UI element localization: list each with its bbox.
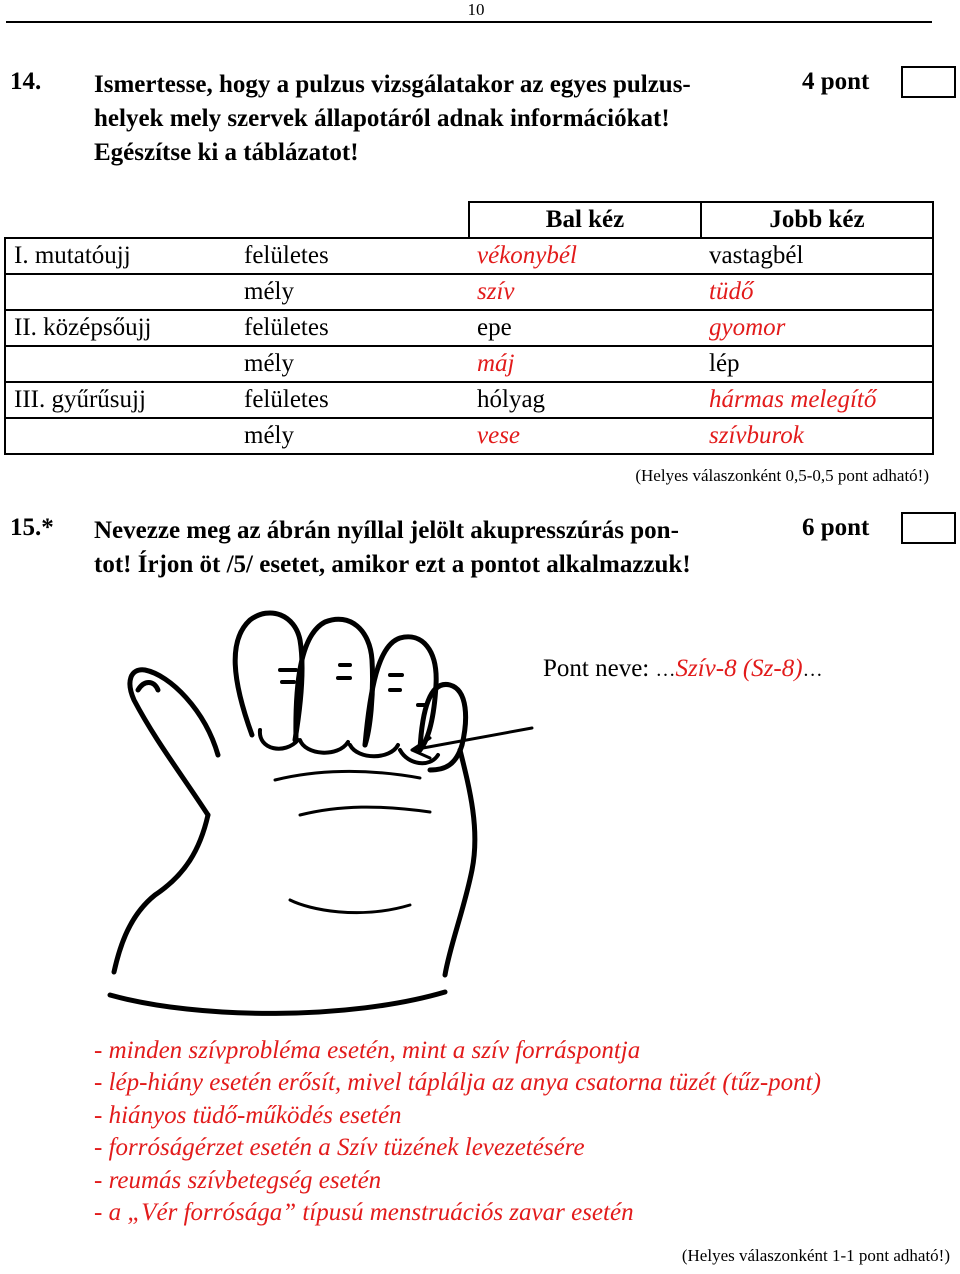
depth-cell: felületes xyxy=(236,382,469,418)
table-row xyxy=(5,274,933,310)
wrist-line xyxy=(110,992,445,1013)
table-header-row xyxy=(5,202,933,238)
depth-cell: mély xyxy=(236,346,469,382)
list-item: - reumás szívbetegség esetén xyxy=(94,1166,382,1194)
table-row xyxy=(5,346,933,382)
table-row xyxy=(5,310,933,346)
thumb-outline xyxy=(130,670,218,815)
q14-score-box[interactable] xyxy=(901,66,956,98)
finger-cell xyxy=(5,274,236,310)
point-name-label: Pont neve: xyxy=(543,655,656,682)
index-finger xyxy=(235,613,302,740)
q15-text-line: tot! Írjon öt /5/ esetet, amikor ezt a pontot alkalmazzuk! xyxy=(94,551,691,578)
left-hand-cell: epe xyxy=(469,310,701,346)
list-item: - minden szívprobléma esetén, mint a szív forráspontja xyxy=(94,1037,641,1064)
q14-text-line: helyek mely szervek állapotáról adnak információkat! xyxy=(94,105,670,132)
left-hand-cell: vékonybél xyxy=(469,238,701,274)
depth-cell: mély xyxy=(236,274,469,310)
palm-left-edge xyxy=(114,815,208,972)
point-name-dots-right: … xyxy=(802,659,823,681)
header-rule xyxy=(6,21,932,23)
q14-text-line: Egészítse ki a táblázatot! xyxy=(94,139,359,166)
q15-score-box[interactable] xyxy=(901,512,956,544)
list-item: - lép-hiány esetén erősít, mivel táplálja az anya csatorna tüzét (tűz-pont) xyxy=(94,1069,821,1097)
header-right-hand: Jobb kéz xyxy=(701,202,933,238)
palm-right-edge xyxy=(445,750,475,975)
fingertips xyxy=(260,730,438,763)
right-hand-cell: tüdő xyxy=(701,274,933,310)
right-hand-cell: szívburok xyxy=(701,418,933,454)
q14-scoring-note: (Helyes válaszonként 0,5-0,5 pont adható!) xyxy=(635,466,929,485)
list-item: - a „Vér forrósága” típusú menstruációs zavar esetén xyxy=(94,1199,634,1227)
thumbnail xyxy=(138,683,158,691)
pulse-table xyxy=(4,201,934,455)
finger-cell xyxy=(5,346,236,382)
point-name xyxy=(543,655,823,683)
point-name-dots-left: … xyxy=(655,659,676,681)
finger-cell: III. gyűrűsujj xyxy=(5,382,236,418)
right-hand-cell: vastagbél xyxy=(701,238,933,274)
right-hand-cell: gyomor xyxy=(701,310,933,346)
depth-cell: felületes xyxy=(236,310,469,346)
list-item: - forróságérzet esetén a Szív tüzének levezetésére xyxy=(94,1134,585,1162)
q15-text xyxy=(94,514,691,582)
page-number: 10 xyxy=(467,0,485,19)
palm-creases xyxy=(275,771,430,912)
point-name-answer: Szív-8 (Sz-8) xyxy=(675,655,803,682)
middle-finger xyxy=(296,619,373,745)
q15-scoring-note: (Helyes válaszonként 1-1 pont adható!) xyxy=(681,1246,950,1265)
q15-points: 6 pont xyxy=(802,514,870,541)
table-row xyxy=(5,418,933,454)
right-hand-cell: hármas melegítő xyxy=(701,382,933,418)
q15-text-line: Nevezze meg az ábrán nyíllal jelölt akupresszúrás pon- xyxy=(94,517,679,544)
finger-cell: I. mutatóujj xyxy=(5,238,236,274)
q15-uses-list xyxy=(94,1035,821,1229)
right-hand-cell: lép xyxy=(701,346,933,382)
finger-cell: II. középsőujj xyxy=(5,310,236,346)
q14-text xyxy=(94,68,691,170)
table-row xyxy=(5,238,933,274)
q14-number: 14. xyxy=(10,68,42,95)
q14-text-line: Ismertesse, hogy a pulzus vizsgálatakor az egyes pulzus- xyxy=(94,71,691,98)
depth-cell: felületes xyxy=(236,238,469,274)
left-hand-cell: máj xyxy=(469,346,701,382)
left-hand-cell: szív xyxy=(469,274,701,310)
table-row xyxy=(5,382,933,418)
ring-finger xyxy=(365,637,436,750)
list-item: - hiányos tüdő-működés esetén xyxy=(94,1101,402,1129)
left-hand-cell: vese xyxy=(469,418,701,454)
left-hand-cell: hólyag xyxy=(469,382,701,418)
q15-number: 15.* xyxy=(10,514,54,541)
finger-cell xyxy=(5,418,236,454)
header-left-hand: Bal kéz xyxy=(469,202,701,238)
hand-illustration-icon xyxy=(100,600,540,1020)
depth-cell: mély xyxy=(236,418,469,454)
q14-points: 4 pont xyxy=(802,68,870,95)
